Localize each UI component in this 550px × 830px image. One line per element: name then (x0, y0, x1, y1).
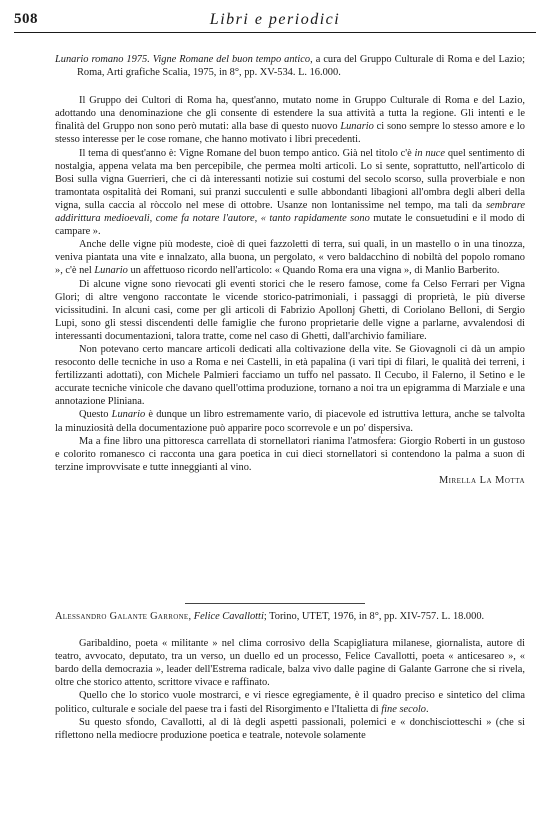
review-2-reference: Alessandro Galante Garrone, Felice Cavallotti; Torino, UTET, 1976, in 8°, pp. XIV-757. L. 18.000. (55, 611, 485, 622)
review-1-paragraph: Di alcune vigne sono rievocati gli eventi storici che le resero famose, come fa Celso Ferrari per Vigna Glori; di altre vengono raccontate le vicende storico-patrimoniali, i passaggi di proprietà, le più diverse vicissitudini. In alcuni casi, come per gli articoli di Fabrizio Apollonj Ghetti, di Coriolano Belloni, di Sergio Lupi, sono gli stessi discendenti delle famiglie che furono proprietarie delle vigne a parlarne, avvalendosi di interessanti documentazioni, talora tratte, come nel caso di Ghetti, dall'archivio familiare. (55, 278, 525, 342)
review-1-paragraph: Questo Lunario è dunque un libro estremamente vario, di piacevole ed istruttiva lettura, anche se talvolta la minuziosità della documentazione può apparire poco scorrevole e un po' dispersiva. (55, 409, 525, 434)
page-header (14, 11, 536, 31)
review-1-paragraph: Il Gruppo dei Cultori di Roma ha, quest'anno, mutato nome in Gruppo Culturale di Roma e del Lazio, adottando una denominazione che gli consente di estendere la sua attività a tutta la regione. Gli intenti e le finalità del Gruppo non sono però mutati: alla base di questo nuovo Lunario ci sono sempre lo stesso amore e lo stesso interesse per le cose romane, che hanno motivato i libri precedenti. (55, 95, 525, 146)
review-2 (55, 610, 525, 742)
running-title: Libri e periodici (209, 11, 341, 28)
review-1 (55, 53, 525, 487)
review-2-paragraph: Garibaldino, poeta « militante » nel clima corrosivo della Scapigliatura milanese, giornalista, autore di teatro, avvocato, deputato, tra un verso, un duello ed un processo, Felice Cavallotti, poeta « anticesareo », « bardo della democrazia », leader dell'Estrema radicale, balza vivo dalle pagine di Galante Garrone che si rivela, oltre che storico attento, scrittore vivace e raffinato. (55, 638, 525, 689)
review-1-book-title: Lunario romano 1975. Vigne Romane del buon tempo antico (55, 54, 311, 65)
review-1-paragraph: Ma a fine libro una pittoresca carrellata di stornellatori rianima l'atmosfera: Giorgio Roberti in un gustoso e colorito romanesco ci racconta una gara poetica in cui dieci stornellatori si contendono la palma a suon di terzine improvvisate e tutte inneggianti al vino. (55, 435, 525, 473)
review-1-paragraph: Anche delle vigne più modeste, cioè di quei fazzoletti di terra, sui quali, in un mastello o in una tinozza, veniva piantata una vite e innalzato, alla buona, un pergolato, « vero baldacchino di nobiltà del popolo romano », c'è nel Lunario un affettuoso ricordo nell'articolo: « Quando Roma era una vigna », di Manlio Barberito. (55, 239, 525, 277)
review-2-paragraph: Su questo sfondo, Cavallotti, al di là degli aspetti passionali, polemici e « donchisciotteschi » (che si riflettono nella mediocre produzione poetica e teatrale, notevole solamente (55, 716, 525, 741)
review-2-book-title: Felice Cavallotti (193, 611, 264, 622)
review-2-paragraph: Quello che lo storico vuole mostrarci, e vi riesce egregiamente, è il quadro preciso e sintetico del clima politico, culturale e sociale del paese tra i fasti del Risorgimento e l'Italietta di fine secolo. (55, 690, 525, 715)
review-1-paragraph: Non potevano certo mancare articoli dedicati alla coltivazione della vite. Se Giovagnoli ci dà un ampio resoconto delle tecniche in uso a Roma e nei Castelli, in età papalina (i vari tipi di filari, le qualità dei terreni, i fertilizzanti adottati), con Michele Palmieri facciamo un tuffo nel passato. Il Cecubo, il Falerno, il Setino e le accurate tecniche vinicole che davano quell'ottima produzione, tornano a noi tra un epigramma di Marziale e una annotazione Pliniana. (55, 343, 525, 408)
review-2-author: Alessandro Galante Garrone (55, 611, 189, 622)
review-1-signature: Mirella La Motta (438, 474, 525, 486)
section-divider (185, 603, 365, 604)
page-number: 508 (14, 11, 38, 27)
review-1-paragraph: Il tema di quest'anno è: Vigne Romane del buon tempo antico. Già nel titolo c'è in nuce quel sentimento di nostalgia, appena velata ma ben percepibile, che permea molti articoli. Lo si sente, soprattutto, nell'articolo di Bosi sulla vigna Guerrieri, che ci dà interessanti notizie sui costumi del secolo scorso, sulla proverbiale e non tramontata ospitalità dei Romani, sui pranzi succulenti e sulle abbondanti libagioni all'ombra degli alberi della vigna, sulla caccia al ròccolo nel mese di ottobre. Usanze non lontanissime nel tempo, ma tali da sembrare addirittura medioevali, come fa notare l'autore, « tanto rapidamente sono mutate le consuetudini e il modo di campare ». (55, 147, 525, 238)
header-rule (14, 32, 536, 33)
review-1-reference: Lunario romano 1975. Vigne Romane del buon tempo antico, a cura del Gruppo Culturale di Roma e del Lazio; Roma, Arti grafiche Scalia, 1975, in 8°, pp. XV-534. L. 16.000. (55, 54, 526, 79)
